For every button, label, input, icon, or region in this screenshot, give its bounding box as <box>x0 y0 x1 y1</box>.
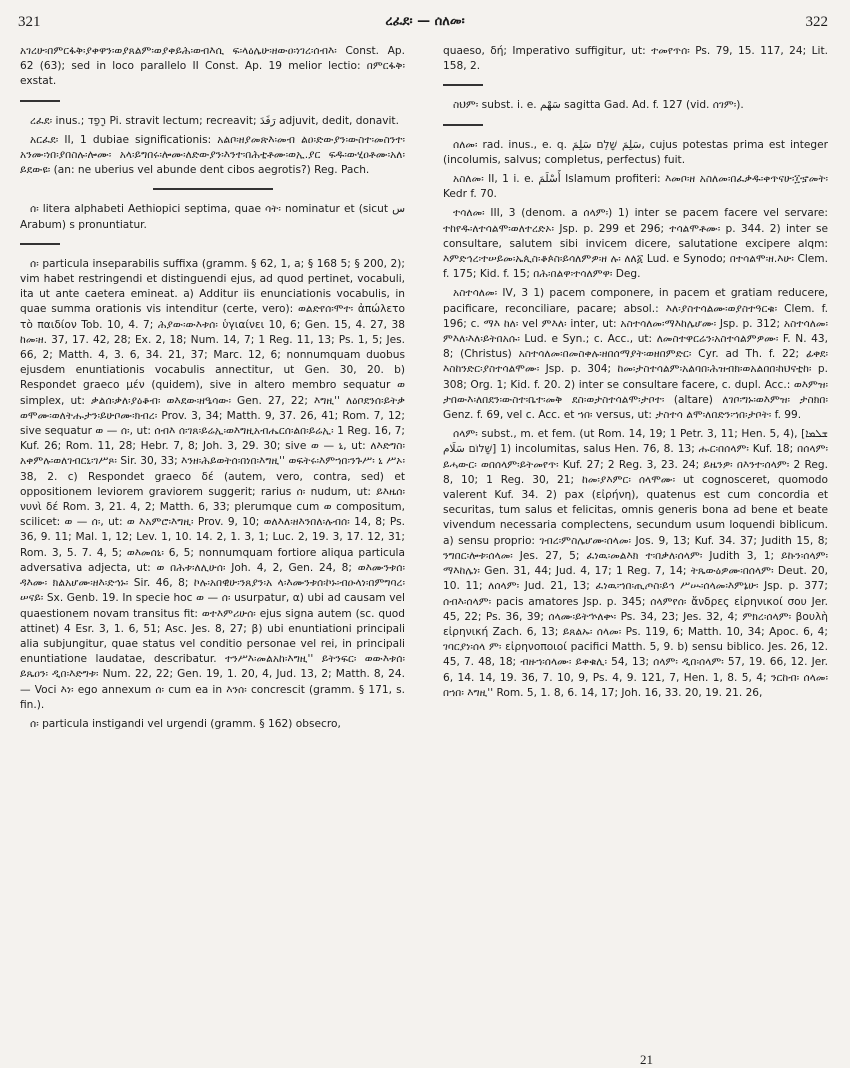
entry-refede: ረፈደ፡ inus.; רָפַד Pi. stravit lectum; recreavit; رَفَدَ adjuvit, dedit, donavit. <box>30 114 399 127</box>
entry-sehm: ስህም፡ subst. i. e. سَهْم sagitta Gad. Ad. f. 127 (vid. ሰገም፡). <box>453 99 744 112</box>
section-divider <box>153 188 273 190</box>
entry-salama: ሰለመ፡ rad. inus., e. q. سَلِمَ שָׁלֵם سَلِمَ, cujus potestas prima est integer (incolumis, salvus; completus, perfectus) fuit. <box>443 138 828 166</box>
entry-divider <box>20 100 60 102</box>
entry-divider <box>443 84 483 86</box>
entry-tasalama: ተሳለመ፡ III, 3 (denom. a ሰላም፡) 1) inter se pacem facere vel servare: ተከየዱ፡ለተሳልሞ፡ወለተረድኦ፡ Jsp. p. 299 et 296; ተሳልሞቶሙ፡ p. 344. 2) inter se consultare, salutem sibi invicem dicere, salutatione excipere alqm: እምድኅረ፡ተሠይመ፡ኤጲስ፡ቆጶስ፡ይሳለምዎ፡ዘ ሉ፡ ለለ፩ Lud. e Synodo; በተሳልሞ፡ዘ.እሁ፡ Clem. f. 175; Kid. f. 15; በሕ፡በልዋ፡ተሳለምዋ፡ Deg. <box>443 207 828 281</box>
entry-particle-instigandi: ሰ፡ particula instigandi vel urgendi (gramm. § 162) obsecro, <box>30 717 341 730</box>
running-header <box>0 10 850 36</box>
entry-arfede: አርፈደ፡ II, 1 dubiae significationis: አልቦ፡ዘያመጽእ፡መብ ልዐ፡ድውያን፡ውስተ፡መስንተ፡አንሙ፡ነበ፡ያበስሉ፡ሎሙ፡ አላ፡ይግበሩ፡ሎሙ፡ለድውያን፡እንተ፡በሕቲቶሙ፡ወኢ.ያር ፍዱ፡ውሂዐቶሙ፡አለ፡ይደውዩ፡ (an: ne uberius vel abunde dent cibos aegrotis?) Reg. Pach. <box>20 133 405 177</box>
entry-salam: ሰላም፡ subst., m. et fem. (ut Rom. 14, 19; 1 Petr. 3, 11; Hen. 5, 4), [ܫܠܡܐ שָׁלוֹם سَلَام] 1) incolumitas, salus Hen. 76, 8. 13; ሑር፡በሰላም፡ Kuf. 18; በሰላም፡ይሓውር፡ ወበሰላም፡ይትመየጥ፡ Kuf. 27; 2 Reg. 3, 23. 24; ይዜንዎ፡ በእንተ፡ሰላም፡ 2 Reg. 8, 10; 1 Reg. 30, 21; ከመ፡ያእምር፡ ሰላሞሙ፡ ut cognosceret, quomodo valerent Kuf. 34. 2) pax (εἰρήνη), quatenus est cum concordia et securitas, tum salus et felicitas, omnis generis bona ad bene et beate vivendum necessaria complectens, secundum usum loquendi biblicum. a) sensu proprio: ገብረ፡ምስሌሆሙ፡ሰላመ፡ Jos. 9, 13; Kuf. 34. 37; Judith 15, 8; ንግበር፡ሎቱ፡ሰላመ፡ Jes. 27, 5; ፈነዉ፡መልእክ ተ፡በቃለ፡ሰላም፡ Judith 3, 1; ይኩን፡ሰላም፡ማእከሌነ፡ Gen. 31, 44; Jud. 4, 17; 1 Reg. 7, 14; ትጼውዕዎሙ፡በሰላም፡ Deut. 20, 10. 11; ለሰላም፡ Jud. 21, 13; ፈነዉ፡ኀበ፡ጢጦስ፡ይኅ ሥሡ፡ሰላመ፡እምኔሁ፡ Jsp. p. 377; ሰብእ፡ሰላም፡ pacis amatores Jsp. p. 345; ሰላምየሰ፡ ἄνδρες εἰρηνικοί σου Jer. 45, 22; Ps. 36, 39; ሰላሙ፡ይትኍለቍ፡ Ps. 34, 23; Jes. 32, 4; ምክረ፡ሰላም፡ βουλὴ εἰρηνική Zach. 6, 13; ይጸልኡ፡ ሰላመ፡ Ps. 119, 6; Matth. 10, 34; Apoc. 6, 4; ገባርያነ፡ሰላ ም፡ εἰρηνοποιοί pacifici Matth. 5, 9. b) sensu biblico. Jes. 26, 12. 45, 7. 48, 18; ብዙኀ፡ሰላሙ፡ ይቀቁሊ፡ 54, 13; ሰላም፡ ዲበ፡ሰላም፡ 57, 19. 66, 12. Jer. 6, 14. 14, 19. 36, 7. 10, 9, Ps. 4, 9. 121, 7, Hen. 1, 8. 5, 4; ንርከብ፡ ሰላመ፡በኀበ፡ እግዚ'' Rom. 5, 1. 8, 6. 14, 17; Joh. 16, 33. 20, 19. 21. 26, <box>443 428 828 699</box>
page-number-right: 322 <box>805 14 828 30</box>
entry-particle-sa: ሰ፡ particula inseparabilis suffixa (gramm. § 62, 1, a; § 168 5; § 200, 2); vim habet restringendi et distinguendi ejus, ad quod pertinet, vocabuli, ita ut ante caetera emineat. a) Additur iis enunciationis vocabulis, in quae summa orationis vis intenditur (certe, vero): ወልድየሰ፡ሞተ፡ ἀπώλετο τὸ παιδίον Tob. 10, 4. 7; ሕያው፡ውእቱሰ፡ ὑγιαίνει 10, 6; Gen. 15, 4. 27, 38 ከመ፡ዘ. 37, 17. 42, 28; Ex. 2, 18; Num. 14, 7; 1 Reg. 11, 13; Ps. 1, 5; Jes. 66, 2; Matth. 4, 3. 6, 34. 21, 37; Marc. 12, 6; nonnumquam duobus ejusdem enuntiationis vocabulis annectitur, ut Gen. 30, 20. b) Respondet graeco μέν (quidem), sive in altero membro sequatur ወ simplex, ut: ቃልሰ፡ቃለ፡ያዕቆብ፡ ወእደው፡ዘዔሳው፡ Gen. 27, 22; እግዚ'' ለዕቦደንሰ፡ይትቃ ወሞሙ፡ወለትሑታን፡ይሁቦሙ፡ክብረ፡ Prov. 3, 34; Matth. 9, 37. 26, 41; Rom. 7, 12; sive sequatur ወ — ሰ፡, ut: ሰብእ ሰ፡ገጸ፡ይሬኢ፡ወእግዚአብሔርሰ፡ልበ፡ይሬኢ፡ 1 Reg. 16, 7; Kuf. 26; Rom. 11, 28; Hebr. 7, 8; Joh. 3, 29. 30; sive ወ — ኒ, ut: ለእድግስ፡አቀምሉ፡ወለገብርኒ፡ገሥጾ፡ Sir. 30, 33; እንዘ፡ሕይወትሰ፡በነበ፡እግዚ'' ወፍትሩ፡እምኀበ፡ንጉሥ፡ ኒ ሥኦ፡ 38, 2. c) Respondet graeco δέ (autem, vero, contra, sed) et oppositionem leviorem graviorem suggerit; rarius ሰ፡ nudum, ut: ይእዜሰ፡ νυνὶ δέ Rom. 3, 21. 4, 2; Matth. 6, 33; plerumque cum ወ compositum, scilicet: ወ — ሰ፡, ut: ወ እአምሮ፡እግዚ፡ Prov. 9, 10; ወለእለ፡ዘእንበለ፡ሉብሰ፡ 14, 8; Ps. 36, 9. 11; Mal. 1, 12; Lev. 1, 10. 14. 2, 1. 3, 1; Luc. 2, 19. 3, 17. 12, 31; Rom. 3, 5. 7. 4, 5; ወእመሰኒ፡ 6, 5; nonnumquam fortiore aliqua particula adversativa adjecta, ut: ወ በሕቱ፡ለሊሁሰ፡ Joh. 4, 2, Gen. 24, 8; ወእሙንቱሰ፡ዳእሙ፡ ክልአሆሙ፡ዘእ፡ድኅኑ፡ Sir. 46, 8; ኮሉ፡አበዊሁ፡ንጸያን፡አ ላ፡እሙንቱሰ፡ኮኑ፡ብዑላነ፡በምግባረ፡ሠናይ፡ Sx. Genb. 19. In specie hoc ወ — ሰ፡ usurpatur, α) ubi ad causam vel quaestionem novam transitus fit: ወተእምሪሁሰ፡ ejus signa autem (sc. quod attinet) 4 Esr. 3, 1. 6, 51; Asc. Jes. 8, 27; β) ubi enuntiationi principali alia subjungitur, quae status vel conditio personae vel rei, in principali enuntiatione laudatae, describatur. ተንሥእ፡መልአከ፡እግዚ'' ይትንፍር፡ ወውእቱሰ፡ይጼዐን፡ ዲበ፡እድግቱ፡ Num. 22, 22; Gen. 19, 1. 20, 4, Jud. 13, 2; Matth. 8, 24. — Voci እነ፡ ego annexum ሰ፡ cum ea in እንሰ፡ concrescit (gramm. § 171, s. fin.). <box>20 257 405 711</box>
signature-mark: 21 <box>640 1052 653 1067</box>
running-title: ረፈደ፡ — ሰለመ፡ <box>385 14 465 29</box>
entry-astesalama: አስተሳለመ፡ IV, 3 1) pacem componere, in pacem et gratiam reducere, pacificare, reconciliare, pacare; absol.: እለ፡ያስተሳልሙ፡ወያስተዓርቁ፡ Clem. f. 196; c. ማእ ከለ፡ vel ምእለ፡ inter, ut: አስተሳለመ፡ማእከሌሆሙ፡ Jsp. p. 312; አስተሳለመ፡ምእለ፡እለ፡ይትበአሱ፡ Lud. e Syn.; c. Acc., ut: ለመስተዋርሬን፡አስተሳልምዎሙ፡ F. N. 43, 8; (Christus) አስተሳለመ፡በመስቀሉ፡ዘበሰማያት፡ወዘበምድር፡ Cyr. ad Th. f. 22; ፊቀደ፡እስከንድር፡ያስተሳልሞሙ፡ Jsp. p. 304; ከመ፡ታስተሳልም፡አልባበ፡ሕዝብክ፡ወአልበበ፡ከህናቲከ፡ p. 308; Org. 1; Kid. f. 20. 2) inter se consultare facere, c. dupl. Acc.: ወእምዝ፡ታበውእ፡ለበደን፡ውስተ፡ቤተ፡መቅ ደስ፡ወታስተሳልሞ፡ታቦተ፡ (altare) ለገቦ፡ግኑ፡ወእምዝ፡ ታስክበ፡ Genz. f. 69, vel c. Acc. et ኀበ፡ versus, ut: ታስተሳ ልሞ፡ለበድን፡ኀበ፡ታቦት፡ f. 99. <box>443 287 828 422</box>
page-number-left: 321 <box>18 14 41 30</box>
entry-divider <box>443 124 483 126</box>
right-column <box>443 44 828 1054</box>
entry-aslama: አስለመ፡ II, 1 i. e. أَسْلَمَ Islamum profiteri: እመቦ፡ዘ አስለመ፡በፈቃዱ፡ቀጥናሁ፡፲ኇመት፡ Kedr f. 70. <box>443 173 828 201</box>
entry-divider <box>20 243 60 245</box>
entry-continuation: quaeso, δή; Imperativo suffigitur, ut: ተመየጥሰ፡ Ps. 79, 15. 117, 24; Lit. 158, 2. <box>443 45 828 73</box>
entry-continuation: አገረሁ፡በምርፋቅ፡ያቀዋን፡ወያጸልም፡ወያቀይሕ፡ወብእሲ ፍ፡ላዕሌሁ፡ዘውዐ፡ነገረ፡ሰብእ፡ Const. Ap. 62 (63); sed in loco parallelo II Const. Ap. 19 melior lectio: በምርፋቅ፡ exstat. <box>20 45 405 88</box>
entry-letter-sa: ሰ፡ litera alphabeti Aethiopici septima, quae ሳት፡ nominatur et (sicut س Arabum) s pronuntiatur. <box>20 203 405 231</box>
left-column <box>20 44 405 1054</box>
